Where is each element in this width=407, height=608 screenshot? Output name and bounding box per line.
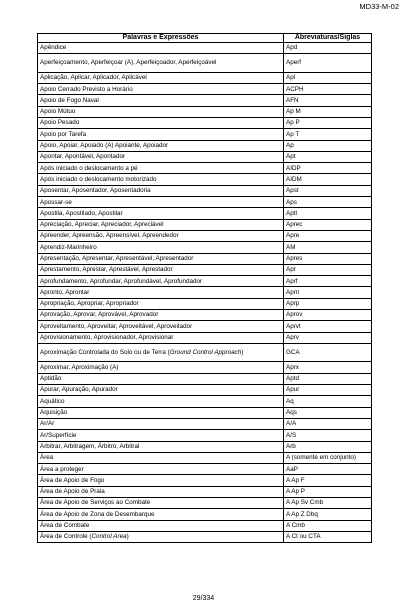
term-cell bbox=[38, 54, 284, 73]
term-text: Aprovação, Aprovar, Aprovável, Aprovador bbox=[40, 311, 159, 319]
table-row bbox=[38, 497, 372, 508]
abbreviation-cell: Aprn bbox=[284, 287, 372, 298]
term-cell bbox=[38, 298, 284, 309]
term-cell bbox=[38, 242, 284, 253]
term-cell bbox=[38, 208, 284, 219]
abbreviation-cell: Aptl bbox=[284, 208, 372, 219]
term-text: Apoio Pesado bbox=[40, 119, 80, 127]
term-text: Área bbox=[40, 454, 54, 462]
table-row bbox=[38, 407, 372, 418]
term-cell bbox=[38, 497, 284, 508]
term-text: Ar/Ar bbox=[40, 420, 55, 428]
term-text: Apropriação, Apropriar, Apropriador bbox=[40, 300, 139, 308]
term-cell bbox=[38, 441, 284, 452]
abbreviation-cell: A Ap P bbox=[284, 486, 372, 497]
abbreviation-cell: A Ct ou CTA bbox=[284, 531, 372, 542]
term-cell bbox=[38, 151, 284, 162]
term-cell bbox=[38, 310, 284, 321]
term-cell bbox=[38, 464, 284, 475]
term-cell bbox=[38, 430, 284, 441]
table-row bbox=[38, 520, 372, 531]
term-cell bbox=[38, 385, 284, 396]
term-text: Aprestamento, Aprestar, Aprestável, Aprestador bbox=[40, 266, 173, 274]
table-row bbox=[38, 117, 372, 128]
term-cell bbox=[38, 475, 284, 486]
table-row bbox=[38, 253, 372, 264]
term-text: Aproximação Controlada do Solo ou de Terra ( bbox=[40, 348, 170, 356]
term-cell bbox=[38, 129, 284, 140]
term-cell bbox=[38, 509, 284, 520]
abbreviation-cell: Apres bbox=[284, 253, 372, 264]
term-cell bbox=[38, 276, 284, 287]
term-text: Área de Controle ( bbox=[40, 533, 92, 541]
document-code: MD33-M-02 bbox=[359, 2, 399, 11]
term-text: Apoio Cerrado Previsto a Horário bbox=[40, 85, 133, 93]
column-header-terms: Palavras e Expressões bbox=[38, 34, 284, 43]
abbreviation-cell: Aq bbox=[284, 396, 372, 407]
table-row bbox=[38, 430, 372, 441]
abbreviation-cell: A/S bbox=[284, 430, 372, 441]
table-row bbox=[38, 531, 372, 542]
term-cell bbox=[38, 230, 284, 241]
term-cell bbox=[38, 520, 284, 531]
abbreviation-cell: Aprov bbox=[284, 310, 372, 321]
term-text: Aptidão bbox=[40, 375, 62, 383]
term-text: Aprofundamento, Aprofundar, Aprofundável, Aprofundador bbox=[40, 277, 203, 285]
term-text: Aprovisionamento, Aprovisionador, Aprovisionar bbox=[40, 334, 174, 342]
term-cell bbox=[38, 197, 284, 208]
abbreviation-cell: Aprec bbox=[284, 219, 372, 230]
abbreviation-cell: Ap M bbox=[284, 106, 372, 117]
abbreviation-cell: Apr bbox=[284, 264, 372, 275]
term-cell bbox=[38, 373, 284, 384]
term-text: Área de Combate bbox=[40, 522, 90, 530]
table-header-row bbox=[38, 34, 372, 43]
table-row bbox=[38, 276, 372, 287]
table-row bbox=[38, 464, 372, 475]
table-row bbox=[38, 54, 372, 73]
term-cell bbox=[38, 163, 284, 174]
term-cell bbox=[38, 452, 284, 463]
abbreviation-cell: Apur bbox=[284, 385, 372, 396]
term-text: Apoio Mútuo bbox=[40, 108, 76, 116]
term-text-after: ) bbox=[126, 533, 129, 541]
table-row bbox=[38, 343, 372, 362]
term-cell bbox=[38, 531, 284, 542]
term-text: Aquisição bbox=[40, 409, 68, 417]
term-cell bbox=[38, 219, 284, 230]
table-row bbox=[38, 106, 372, 117]
abbreviation-cell: Aprf bbox=[284, 276, 372, 287]
abbreviation-cell: AM bbox=[284, 242, 372, 253]
term-cell bbox=[38, 343, 284, 362]
term-text: Aplicação, Aplicar, Aplicador, Aplicável bbox=[40, 74, 147, 82]
term-text: Apoio por Tarefa bbox=[40, 130, 87, 138]
term-cell bbox=[38, 396, 284, 407]
term-cell bbox=[38, 418, 284, 429]
term-text: Aprendiz-Marinheiro bbox=[40, 243, 97, 251]
term-cell bbox=[38, 95, 284, 106]
abbreviation-cell: Aqs bbox=[284, 407, 372, 418]
table-row bbox=[38, 475, 372, 486]
abbreviation-cell: A Ap Z Dbq bbox=[284, 509, 372, 520]
term-text: Apontar, Apontável, Apontador bbox=[40, 153, 126, 161]
abbreviation-cell: GCA bbox=[284, 343, 372, 362]
term-text: Apreciação, Apreciar, Apreciador, Apreciável bbox=[40, 221, 164, 229]
abbreviation-cell: Aprp bbox=[284, 298, 372, 309]
table-row bbox=[38, 385, 372, 396]
abbreviation-cell: AFN bbox=[284, 95, 372, 106]
table-row bbox=[38, 72, 372, 83]
table-row bbox=[38, 509, 372, 520]
term-cell bbox=[38, 332, 284, 343]
term-text: Apoio de Fogo Naval bbox=[40, 96, 99, 104]
table-row bbox=[38, 185, 372, 196]
term-text: Após iniciado o deslocamento a pé bbox=[40, 164, 138, 172]
table-row bbox=[38, 332, 372, 343]
term-cell bbox=[38, 486, 284, 497]
abbreviation-cell: Apst bbox=[284, 185, 372, 196]
term-text: Apostila, Apostilado, Apostilar bbox=[40, 209, 123, 217]
term-text: Apurar, Apuração, Apurador bbox=[40, 386, 118, 394]
table-row bbox=[38, 321, 372, 332]
abbreviation-cell: Ap bbox=[284, 140, 372, 151]
abbreviation-cell: ACPH bbox=[284, 84, 372, 95]
term-cell bbox=[38, 43, 284, 54]
term-cell bbox=[38, 362, 284, 373]
abbreviation-cell: A Ap F bbox=[284, 475, 372, 486]
term-text: Área de Apoio de Fogo bbox=[40, 476, 105, 484]
table-row bbox=[38, 396, 372, 407]
term-text: Apoio, Apoiar, Apoiado (A) Apoiante, Apoiador bbox=[40, 142, 169, 150]
abbreviation-cell: Ap P bbox=[284, 117, 372, 128]
table-row bbox=[38, 373, 372, 384]
term-cell bbox=[38, 140, 284, 151]
column-header-abbreviations: Abreviaturas/Siglas bbox=[284, 34, 372, 43]
table-row bbox=[38, 310, 372, 321]
table-row bbox=[38, 95, 372, 106]
abbreviation-cell: AIDP bbox=[284, 163, 372, 174]
term-text: Aproximar, Aproximação (A) bbox=[40, 363, 119, 371]
abbreviation-cell: AIDM bbox=[284, 174, 372, 185]
abbreviation-cell: Aprvt bbox=[284, 321, 372, 332]
table-row bbox=[38, 43, 372, 54]
term-text: Aperfeiçoamento, Aperfeiçoar (A), Aperfeiçoador, Aperfeiçoável bbox=[40, 59, 217, 67]
table-row bbox=[38, 197, 372, 208]
term-cell bbox=[38, 117, 284, 128]
table-row bbox=[38, 452, 372, 463]
term-cell bbox=[38, 174, 284, 185]
table-row bbox=[38, 486, 372, 497]
table-row bbox=[38, 418, 372, 429]
table-row bbox=[38, 163, 372, 174]
term-foreign-text: Ground Control Approach bbox=[169, 348, 242, 356]
table-row bbox=[38, 242, 372, 253]
abbreviation-cell: Aprx bbox=[284, 362, 372, 373]
term-text: Após iniciado o deslocamento motorizado bbox=[40, 175, 157, 183]
table-row bbox=[38, 264, 372, 275]
term-cell bbox=[38, 106, 284, 117]
term-text: Apronto, Aprontar bbox=[40, 288, 90, 296]
term-cell bbox=[38, 287, 284, 298]
term-text-after: ) bbox=[241, 348, 244, 356]
abbreviation-cell: Aps bbox=[284, 197, 372, 208]
glossary-table bbox=[37, 33, 372, 543]
term-text: Área de Apoio de Praia bbox=[40, 488, 105, 496]
table-row bbox=[38, 208, 372, 219]
term-text: Aposentar, Aposentador, Aposentadoria bbox=[40, 187, 151, 195]
table-row bbox=[38, 140, 372, 151]
term-text: Área de Apoio de Zona de Desembarque bbox=[40, 510, 155, 518]
term-cell bbox=[38, 321, 284, 332]
abbreviation-cell: Apt bbox=[284, 151, 372, 162]
term-text: Área a proteger bbox=[40, 465, 84, 473]
term-text: Área de Apoio de Serviços ao Combate bbox=[40, 499, 151, 507]
table-row bbox=[38, 174, 372, 185]
table-row bbox=[38, 298, 372, 309]
page-number: 29/334 bbox=[192, 595, 215, 602]
abbreviation-cell: Arb bbox=[284, 441, 372, 452]
table-row bbox=[38, 441, 372, 452]
abbreviation-cell: A Ap Sv Cmb bbox=[284, 497, 372, 508]
term-cell bbox=[38, 185, 284, 196]
term-cell bbox=[38, 407, 284, 418]
table-row bbox=[38, 84, 372, 95]
abbreviation-cell: Aperf bbox=[284, 54, 372, 73]
table-row bbox=[38, 230, 372, 241]
term-text: Aproveitamento, Aproveitar, Aproveitável, Aproveitador bbox=[40, 322, 193, 330]
abbreviation-cell: Apre bbox=[284, 230, 372, 241]
term-text: Aquático bbox=[40, 397, 65, 405]
table-body bbox=[38, 43, 372, 543]
abbreviation-cell: Ap T bbox=[284, 129, 372, 140]
term-text: Apêndice bbox=[40, 44, 67, 52]
term-cell bbox=[38, 264, 284, 275]
abbreviation-cell: A/A bbox=[284, 418, 372, 429]
term-cell bbox=[38, 84, 284, 95]
term-text: Ar/Superfície bbox=[40, 431, 77, 439]
term-text: Apossar-se bbox=[40, 198, 72, 206]
abbreviation-cell: AaP bbox=[284, 464, 372, 475]
term-text: Arbitrar, Arbitragem, Árbitro, Arbitral bbox=[40, 442, 140, 450]
term-cell bbox=[38, 72, 284, 83]
table-row bbox=[38, 129, 372, 140]
table-row bbox=[38, 219, 372, 230]
table-row bbox=[38, 362, 372, 373]
abbreviation-cell: A (somente em conjunto) bbox=[284, 452, 372, 463]
abbreviation-cell: Apd bbox=[284, 43, 372, 54]
term-cell bbox=[38, 253, 284, 264]
abbreviation-cell: Aprv bbox=[284, 332, 372, 343]
term-text: Apresentação, Apresentar, Apresentável, Apresentador bbox=[40, 254, 194, 262]
term-foreign-text: Control Area bbox=[91, 533, 127, 541]
abbreviation-cell: A Cmb bbox=[284, 520, 372, 531]
abbreviation-cell: Apl bbox=[284, 72, 372, 83]
term-text: Apreender, Apreensão, Apreensível, Apreendedor bbox=[40, 232, 179, 240]
table-row bbox=[38, 151, 372, 162]
table-row bbox=[38, 287, 372, 298]
abbreviation-cell: Aptd bbox=[284, 373, 372, 384]
